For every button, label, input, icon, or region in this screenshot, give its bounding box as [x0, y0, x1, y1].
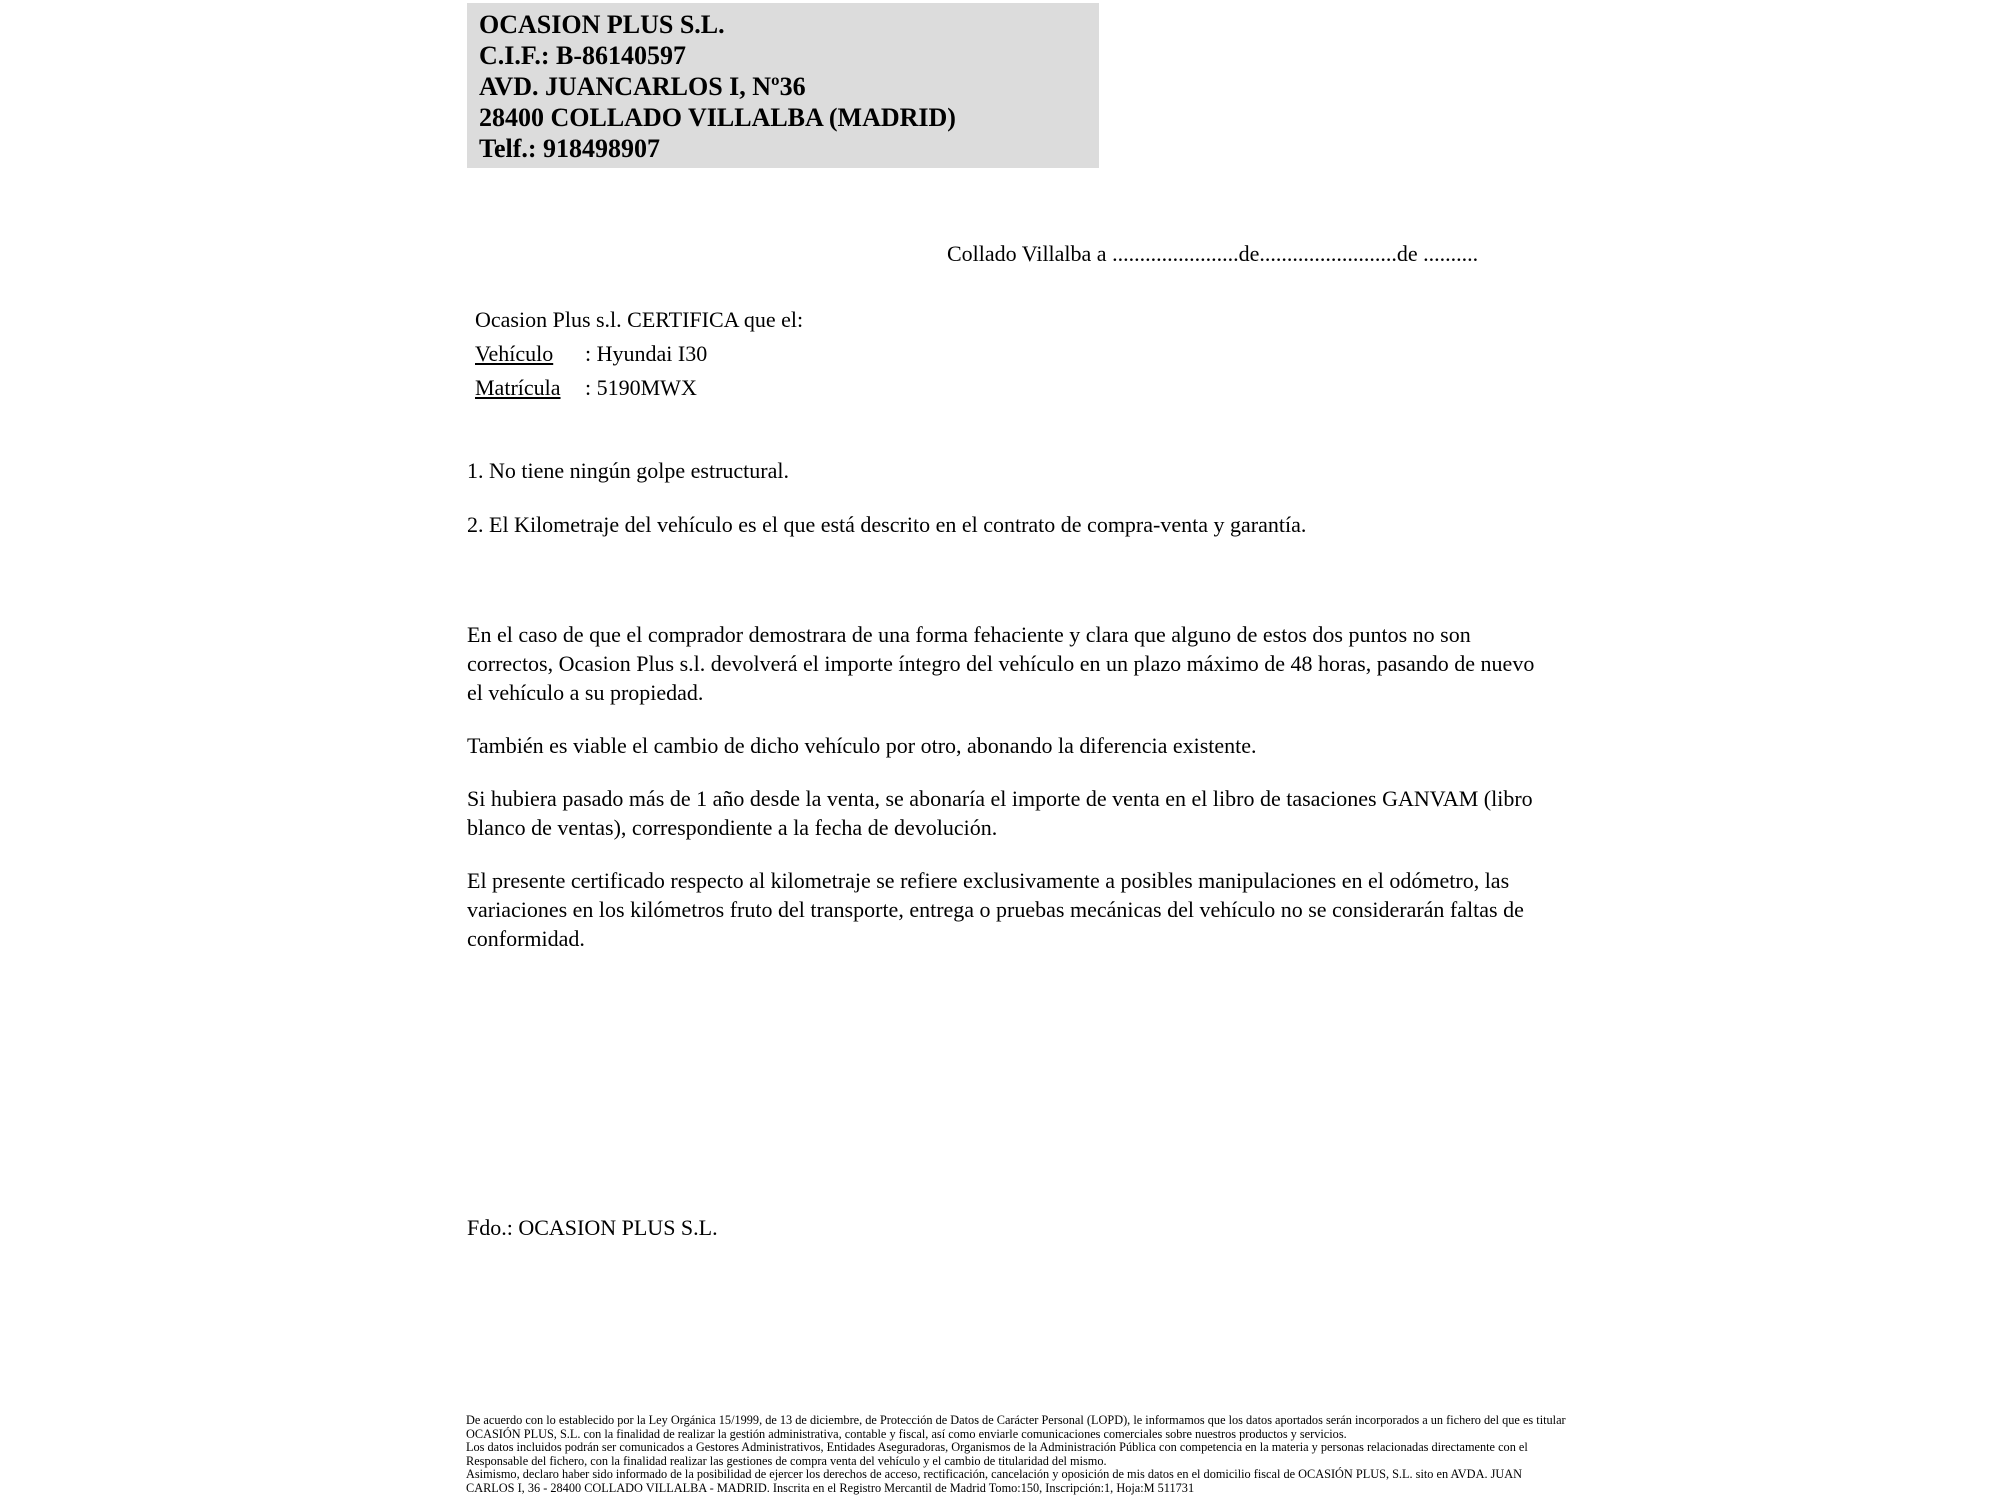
- vehicle-value: : Hyundai I30: [585, 341, 708, 366]
- legal-footer-line-4: Responsable del fichero, con la finalidad realizar las gestiones de compra venta del vehículo y el cambio de titularidad del mismo.: [466, 1453, 1107, 1468]
- plate-label-cell: [475, 371, 585, 405]
- company-name: OCASION PLUS S.L.: [479, 10, 725, 39]
- company-address: AVD. JUANCARLOS I, Nº36: [479, 72, 806, 101]
- legal-footer-line-5: Asimismo, declaro haber sido informado de la posibilidad de ejercer los derechos de acceso, rectificación, cancelación y oposición de mis datos en el domicilio fiscal de OCASIÓN PLUS, S.L. sito en AVDA. JUAN: [466, 1467, 1523, 1482]
- odometer-disclaimer-paragraph: El presente certificado respecto al kilometraje se refiere exclusivamente a posibles manipulaciones en el odómetro, las variaciones en los kilómetros fruto del transporte, entrega o pruebas mecánicas del vehículo no se considerarán faltas de conformidad.: [467, 868, 1524, 951]
- plate-label: Matrícula: [475, 375, 561, 400]
- ganvam-paragraph: Si hubiera pasado más de 1 año desde la venta, se abonaría el importe de venta en el libro de tasaciones GANVAM (libro blanco de ventas), correspondiente a la fecha de devolución.: [467, 786, 1533, 840]
- exchange-paragraph: También es viable el cambio de dicho vehículo por otro, abonando la diferencia existente.: [467, 733, 1257, 758]
- certified-point-1: 1. No tiene ningún golpe estructural.: [467, 458, 789, 483]
- vehicle-label: Vehículo: [475, 341, 554, 366]
- legal-footer-line-6: CARLOS I, 36 - 28400 COLLADO VILLALBA - MADRID. Inscrita en el Registro Mercantil de Madrid Tomo:150, Inscripción:1, Hoja:M 511731: [466, 1480, 1195, 1495]
- legal-footer-line-2: OCASIÓN PLUS, S.L. con la finalidad de realizar la gestión administrativa, contable y fiscal, así como enviarle comunicaciones comerciales sobre nuestros productos y servicios.: [466, 1426, 1347, 1441]
- signature-line: Fdo.: OCASION PLUS S.L.: [467, 1215, 718, 1240]
- date-fill-in-line: Collado Villalba a .......................de.........................de ..........: [947, 241, 1479, 266]
- vehicle-label-cell: [475, 337, 585, 371]
- terms-paragraphs: [467, 620, 1552, 977]
- legal-footer-line-3: Los datos incluidos podrán ser comunicados a Gestores Administrativos, Entidades Aseguradoras, Organismos de la Administración Pública con competencia en la materia y personas relacionadas directamente con el: [466, 1440, 1528, 1455]
- certification-block: [475, 303, 803, 405]
- legal-footer-line-1: De acuerdo con lo establecido por la Ley Orgánica 15/1999, de 13 de diciembre, de Protección de Datos de Carácter Personal (LOPD), le informamos que los datos aportados serán incorporados a un fichero del que es titular: [466, 1413, 1566, 1427]
- certified-point-2: 2. El Kilometraje del vehículo es el que está descrito en el contrato de compra-venta y garantía.: [467, 512, 1307, 537]
- vehicle-field-row: [475, 337, 803, 371]
- refund-paragraph: En el caso de que el comprador demostrara de una forma fehaciente y clara que alguno de estos dos puntos no son correctos, Ocasion Plus s.l. devolverá el importe íntegro del vehículo en un plazo máximo de 48 horas, pasando de nuevo el vehículo a su propiedad.: [467, 622, 1535, 705]
- company-cif: C.I.F.: B-86140597: [479, 41, 687, 70]
- certification-intro: Ocasion Plus s.l. CERTIFICA que el:: [475, 307, 804, 332]
- plate-field-row: [475, 371, 803, 405]
- company-header-block: [467, 3, 1099, 168]
- certified-points-list: [467, 456, 1552, 564]
- plate-value: : 5190MWX: [585, 375, 697, 400]
- company-city: 28400 COLLADO VILLALBA (MADRID): [479, 103, 956, 132]
- legal-footer: [466, 1414, 1586, 1496]
- company-phone: Telf.: 918498907: [479, 134, 661, 163]
